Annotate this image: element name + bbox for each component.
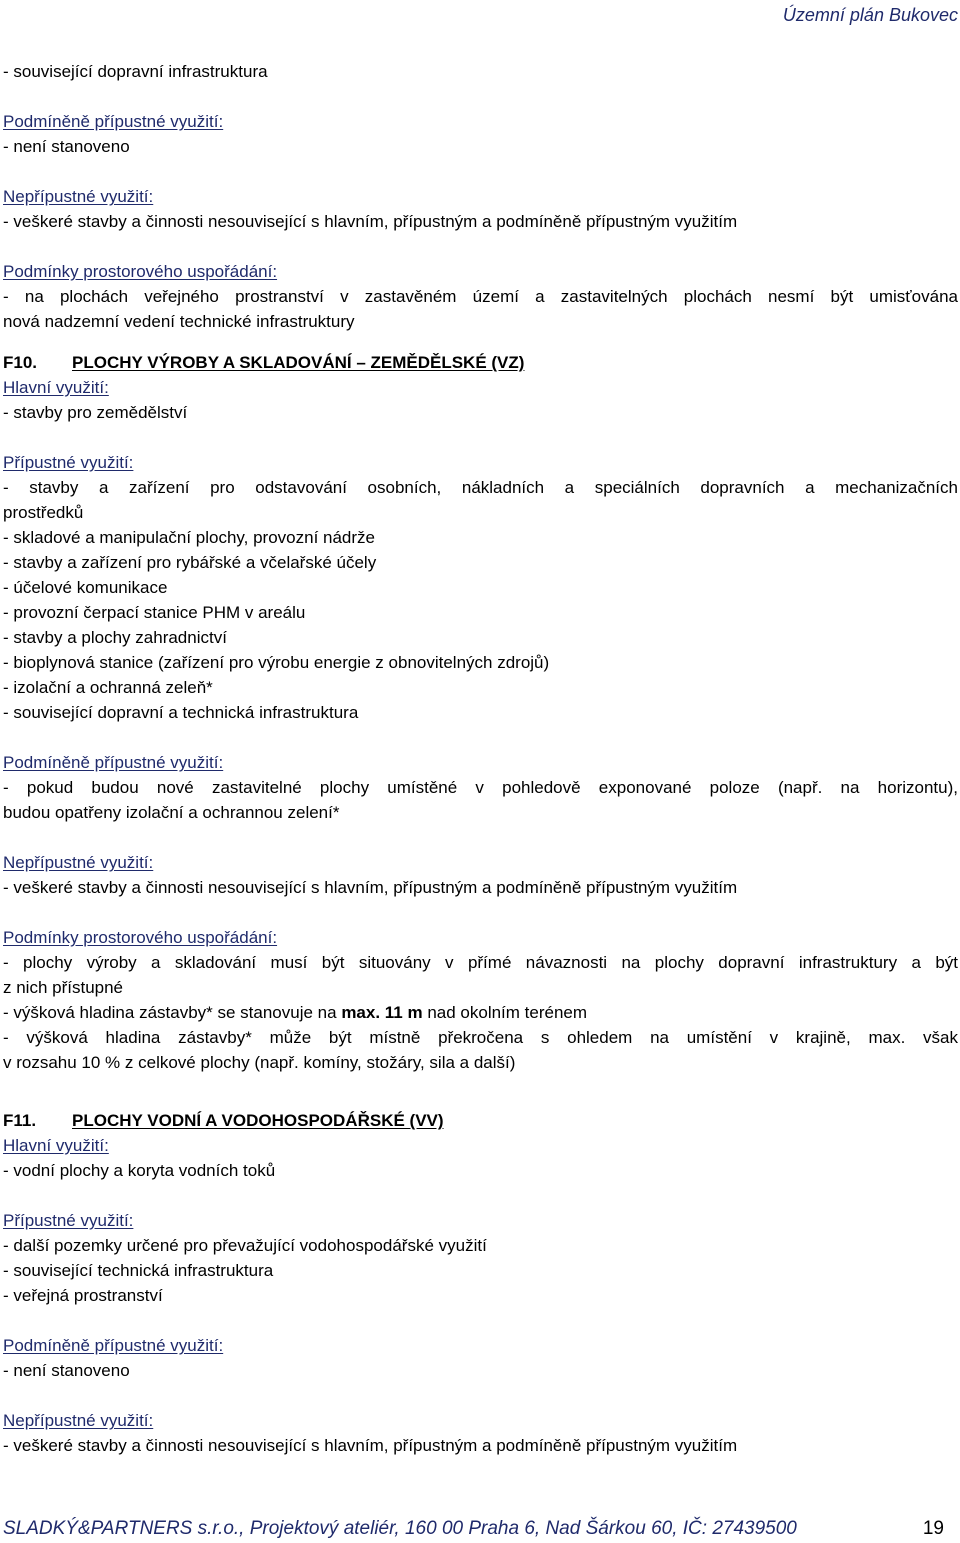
section-number: F11. xyxy=(3,1111,37,1130)
list-item: - související dopravní infrastruktura xyxy=(3,62,268,81)
section-heading-f10 xyxy=(3,350,958,375)
page-number: 19 xyxy=(922,1518,944,1539)
list-item: - stavby a zařízení pro rybářské a včelařské účely xyxy=(3,553,377,572)
main-use-label: Hlavní využití: xyxy=(3,378,109,397)
conditional-use-label: Podmíněně přípustné využití: xyxy=(3,753,224,772)
list-item: - související dopravní a technická infrastruktura xyxy=(3,703,359,722)
text-part: nad okolním terénem xyxy=(422,1003,588,1022)
list-item: - výšková hladina zástavby* může být místně překročena s ohledem na umístění v krajině, max. však xyxy=(3,1028,958,1047)
list-item: - pokud budou nové zastavitelné plochy umístěné v pohledově exponované poloze (např. na horizontu), xyxy=(3,778,958,797)
list-item: - veřejná prostranství xyxy=(3,1286,163,1305)
list-item-continuation: nová nadzemní vedení technické infrastruktury xyxy=(3,312,355,331)
list-item: - plochy výroby a skladování musí být situovány v přímé návaznosti na plochy dopravní infrastruktury a být xyxy=(3,953,958,972)
list-item: - izolační a ochranná zeleň* xyxy=(3,678,213,697)
document-footer xyxy=(3,1518,944,1540)
allowed-use-label: Přípustné využití: xyxy=(3,453,134,472)
list-item: - veškeré stavby a činnosti nesouvisející s hlavním, přípustným a podmíněně přípustným využitím xyxy=(3,212,738,231)
spatial-conditions-label: Podmínky prostorového uspořádání: xyxy=(3,928,278,947)
forbidden-use-label: Nepřípustné využití: xyxy=(3,853,154,872)
section-heading-f11 xyxy=(3,1108,958,1133)
list-item: - účelové komunikace xyxy=(3,578,168,597)
main-use-label: Hlavní využití: xyxy=(3,1136,109,1155)
document-header: Územní plán Bukovec xyxy=(782,5,958,25)
list-item: - veškeré stavby a činnosti nesouvisející s hlavním, přípustným a podmíněně přípustným využitím xyxy=(3,878,738,897)
list-item: - není stanoveno xyxy=(3,137,130,156)
list-item: - vodní plochy a koryta vodních toků xyxy=(3,1161,276,1180)
list-item-continuation: prostředků xyxy=(3,503,84,522)
list-item: - provozní čerpací stanice PHM v areálu xyxy=(3,603,306,622)
conditional-use-label: Podmíněně přípustné využití: xyxy=(3,112,224,131)
list-item: - veškeré stavby a činnosti nesouvisející s hlavním, přípustným a podmíněně přípustným využitím xyxy=(3,1436,738,1455)
list-item: - stavby a zařízení pro odstavování osobních, nákladních a speciálních dopravních a mechanizačních xyxy=(3,478,958,497)
list-item: - bioplynová stanice (zařízení pro výrobu energie z obnovitelných zdrojů) xyxy=(3,653,550,672)
list-item: - související technická infrastruktura xyxy=(3,1261,274,1280)
list-item xyxy=(3,1000,958,1025)
forbidden-use-label: Nepřípustné využití: xyxy=(3,187,154,206)
list-item-continuation: z nich přístupné xyxy=(3,978,124,997)
height-limit-value: max. 11 m xyxy=(341,1003,423,1022)
section-title: PLOCHY VÝROBY A SKLADOVÁNÍ – ZEMĚDĚLSKÉ (VZ) xyxy=(72,353,525,372)
text-part: - výšková hladina zástavby* se stanovuje na xyxy=(3,1003,342,1022)
list-item-continuation: budou opatřeny izolační a ochrannou zelení* xyxy=(3,803,340,822)
list-item: - stavby pro zemědělství xyxy=(3,403,188,422)
list-item: - není stanoveno xyxy=(3,1361,130,1380)
spatial-conditions-label: Podmínky prostorového uspořádání: xyxy=(3,262,278,281)
section-number: F10. xyxy=(3,353,38,372)
conditional-use-label: Podmíněně přípustné využití: xyxy=(3,1336,224,1355)
forbidden-use-label: Nepřípustné využití: xyxy=(3,1411,154,1430)
footer-company: SLADKÝ&PARTNERS s.r.o., Projektový ateliér, 160 00 Praha 6, Nad Šárkou 60, IČ: 27439500 xyxy=(3,1518,797,1539)
list-item: - stavby a plochy zahradnictví xyxy=(3,628,227,647)
section-title: PLOCHY VODNÍ A VODOHOSPODÁŘSKÉ (VV) xyxy=(72,1111,444,1130)
document-body xyxy=(3,59,958,1458)
list-item-continuation: v rozsahu 10 % z celkové plochy (např. komíny, stožáry, sila a další) xyxy=(3,1053,516,1072)
list-item: - skladové a manipulační plochy, provozní nádrže xyxy=(3,528,375,547)
list-item: - na plochách veřejného prostranství v zastavěném území a zastavitelných plochách nesmí být umisťována xyxy=(3,287,958,306)
list-item: - další pozemky určené pro převažující vodohospodářské využití xyxy=(3,1236,487,1255)
allowed-use-label: Přípustné využití: xyxy=(3,1211,134,1230)
